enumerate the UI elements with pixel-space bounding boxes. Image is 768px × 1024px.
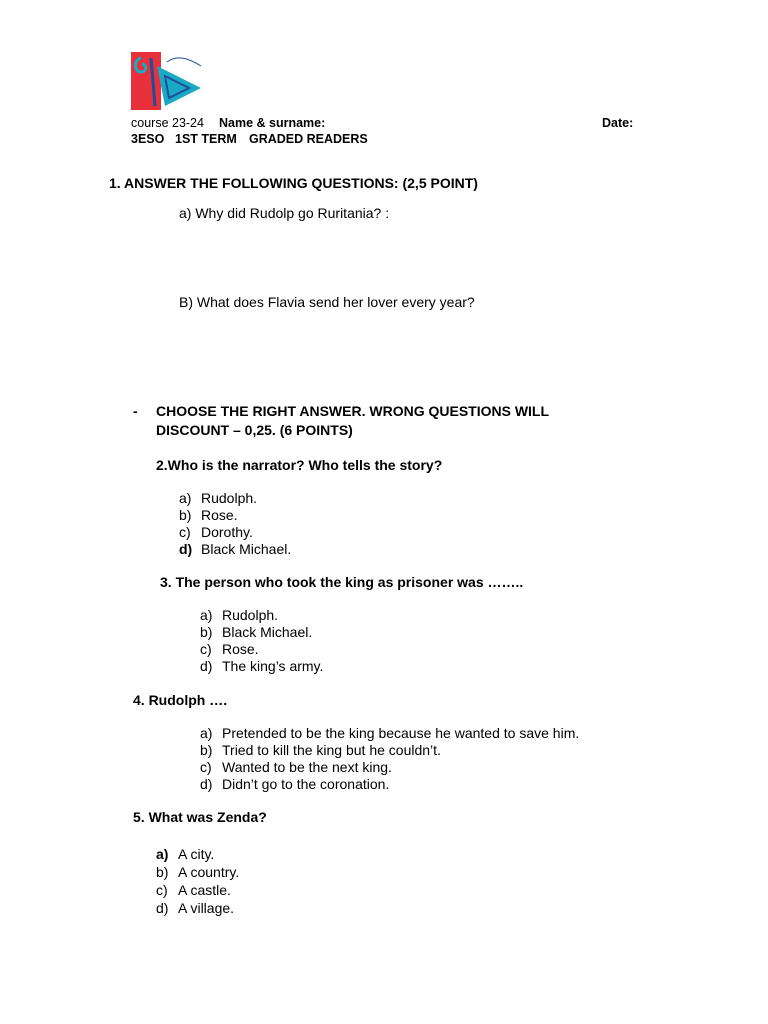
- option-item: b) Tried to kill the king but he couldn’t.: [200, 742, 441, 758]
- section2-title-line1: CHOOSE THE RIGHT ANSWER. WRONG QUESTIONS WILL: [156, 403, 550, 419]
- option-item: d) Black Michael.: [179, 541, 292, 557]
- option-item: b) Black Michael.: [200, 624, 313, 640]
- option-item: a) Pretended to be the king because he wanted to save him.: [200, 725, 580, 741]
- option-item: d) The king’s army.: [200, 658, 324, 674]
- option-item: d) Didn’t go to the coronation.: [200, 776, 390, 792]
- option-item: a) Rudolph.: [200, 607, 279, 623]
- option-item: a) Rudolph.: [179, 490, 258, 506]
- option-item: c) Wanted to be the next king.: [200, 759, 392, 775]
- section1-title: 1. ANSWER THE FOLLOWING QUESTIONS: (2,5 POINT): [109, 175, 478, 191]
- option-item: c) A castle.: [156, 882, 231, 898]
- question-5: 5. What was Zenda?: [133, 809, 267, 825]
- term-label: 1ST TERM: [175, 132, 237, 146]
- date-label: Date:: [602, 116, 634, 130]
- question-4: 4. Rudolph ….: [133, 692, 228, 708]
- option-item: c) Dorothy.: [179, 524, 253, 540]
- level-label: 3ESO: [131, 132, 165, 146]
- question-3: 3. The person who took the king as prisoner was ……..: [160, 574, 524, 590]
- option-item: a) A city.: [156, 846, 215, 862]
- question-2: 2.Who is the narrator? Who tells the story?: [156, 457, 443, 473]
- section2-title-line2: DISCOUNT – 0,25. (6 POINTS): [156, 422, 353, 438]
- question-1b: B) What does Flavia send her lover every year?: [179, 294, 475, 310]
- course-label: course 23-24: [131, 116, 204, 130]
- question-3-options: [200, 607, 323, 675]
- question-4-options: [200, 725, 579, 793]
- option-item: b) Rose.: [179, 507, 238, 523]
- subject-label: GRADED READERS: [249, 132, 368, 146]
- question-5-options: [156, 845, 239, 917]
- name-label: Name & surname:: [219, 116, 326, 130]
- option-item: d) A village.: [156, 900, 235, 916]
- school-logo: [131, 52, 207, 110]
- section2-bullet: -: [133, 403, 138, 419]
- question-2-options: [179, 490, 291, 558]
- question-1a: a) Why did Rudolp go Ruritania? :: [179, 205, 390, 221]
- option-item: c) Rose.: [200, 641, 259, 657]
- option-item: b) A country.: [156, 864, 240, 880]
